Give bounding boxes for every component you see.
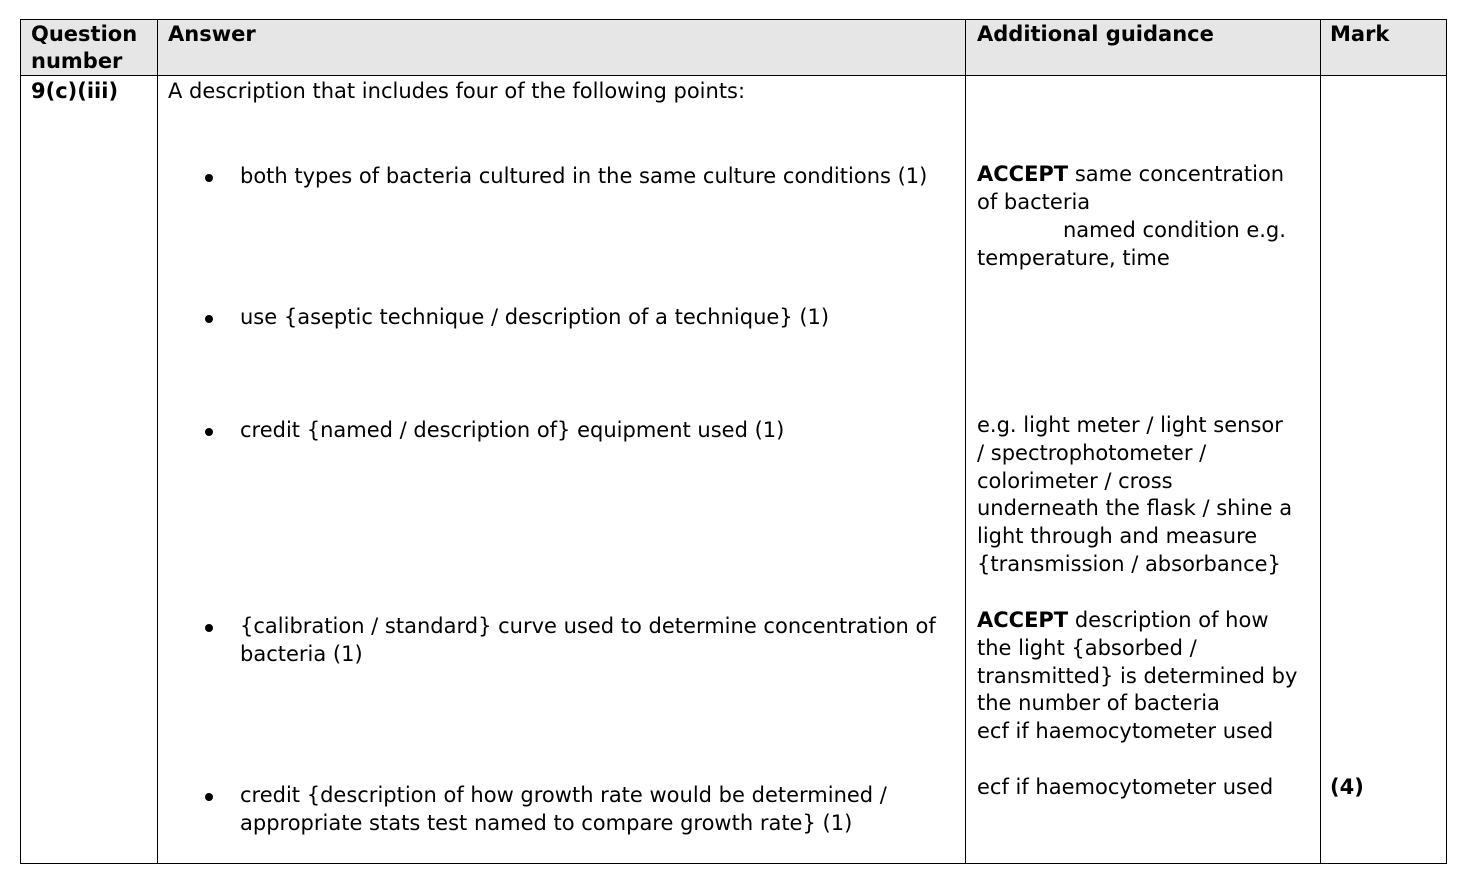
guidance-1-line3: named condition e.g. <box>1063 218 1286 242</box>
answer-point-1: both types of bacteria cultured in the same culture conditions (1) <box>240 164 928 188</box>
question-number: 9(c)(iii) <box>31 79 119 103</box>
guidance-3-line4: underneath the flask / shine a <box>977 496 1293 520</box>
guidance-4-text: description of how <box>1068 608 1269 632</box>
mark-value: (4) <box>1330 775 1364 799</box>
accept-keyword: ACCEPT <box>977 608 1069 632</box>
column-divider <box>965 20 966 863</box>
bullet-icon <box>205 315 213 323</box>
bullet-icon <box>205 174 213 182</box>
header-answer: Answer <box>168 22 256 46</box>
answer-point-2: use {aseptic technique / description of a technique} (1) <box>240 305 830 329</box>
accept-keyword: ACCEPT <box>977 162 1069 186</box>
guidance-1-line2: of bacteria <box>977 190 1091 214</box>
column-divider <box>1320 20 1321 863</box>
answer-point-4-line2: bacteria (1) <box>240 642 363 666</box>
guidance-5: ecf if haemocytometer used <box>977 775 1274 799</box>
guidance-3-line1: e.g. light meter / light sensor <box>977 413 1283 437</box>
guidance-4-line3: transmitted} is determined by <box>977 664 1298 688</box>
guidance-4-line5: ecf if haemocytometer used <box>977 719 1274 743</box>
bullet-icon <box>205 428 213 436</box>
header-mark: Mark <box>1330 22 1390 46</box>
answer-point-5-line2: appropriate stats test named to compare growth rate} (1) <box>240 811 853 835</box>
guidance-1-line4: temperature, time <box>977 246 1170 270</box>
answer-intro: A description that includes four of the following points: <box>168 79 746 103</box>
guidance-4-line4: the number of bacteria <box>977 691 1220 715</box>
guidance-3-line3: colorimeter / cross <box>977 469 1173 493</box>
guidance-4-line1 <box>977 606 1269 634</box>
header-additional-guidance: Additional guidance <box>977 22 1214 46</box>
guidance-1-text: same concentration <box>1068 162 1285 186</box>
bullet-icon <box>205 793 213 801</box>
header-question-number-line1: Question <box>31 22 138 46</box>
guidance-1-line1 <box>977 160 1284 188</box>
bullet-icon <box>205 624 213 632</box>
answer-point-4-line1: {calibration / standard} curve used to determine concentration of <box>240 614 936 638</box>
guidance-3-line5: light through and measure <box>977 524 1258 548</box>
column-divider <box>157 20 158 863</box>
guidance-3-line2: / spectrophotometer / <box>977 441 1207 465</box>
guidance-4-line2: the light {absorbed / <box>977 636 1197 660</box>
header-question-number-line2: number <box>31 49 123 73</box>
answer-point-3: credit {named / description of} equipment used (1) <box>240 418 785 442</box>
answer-point-5-line1: credit {description of how growth rate would be determined / <box>240 783 887 807</box>
guidance-3-line6: {transmission / absorbance} <box>977 552 1281 576</box>
